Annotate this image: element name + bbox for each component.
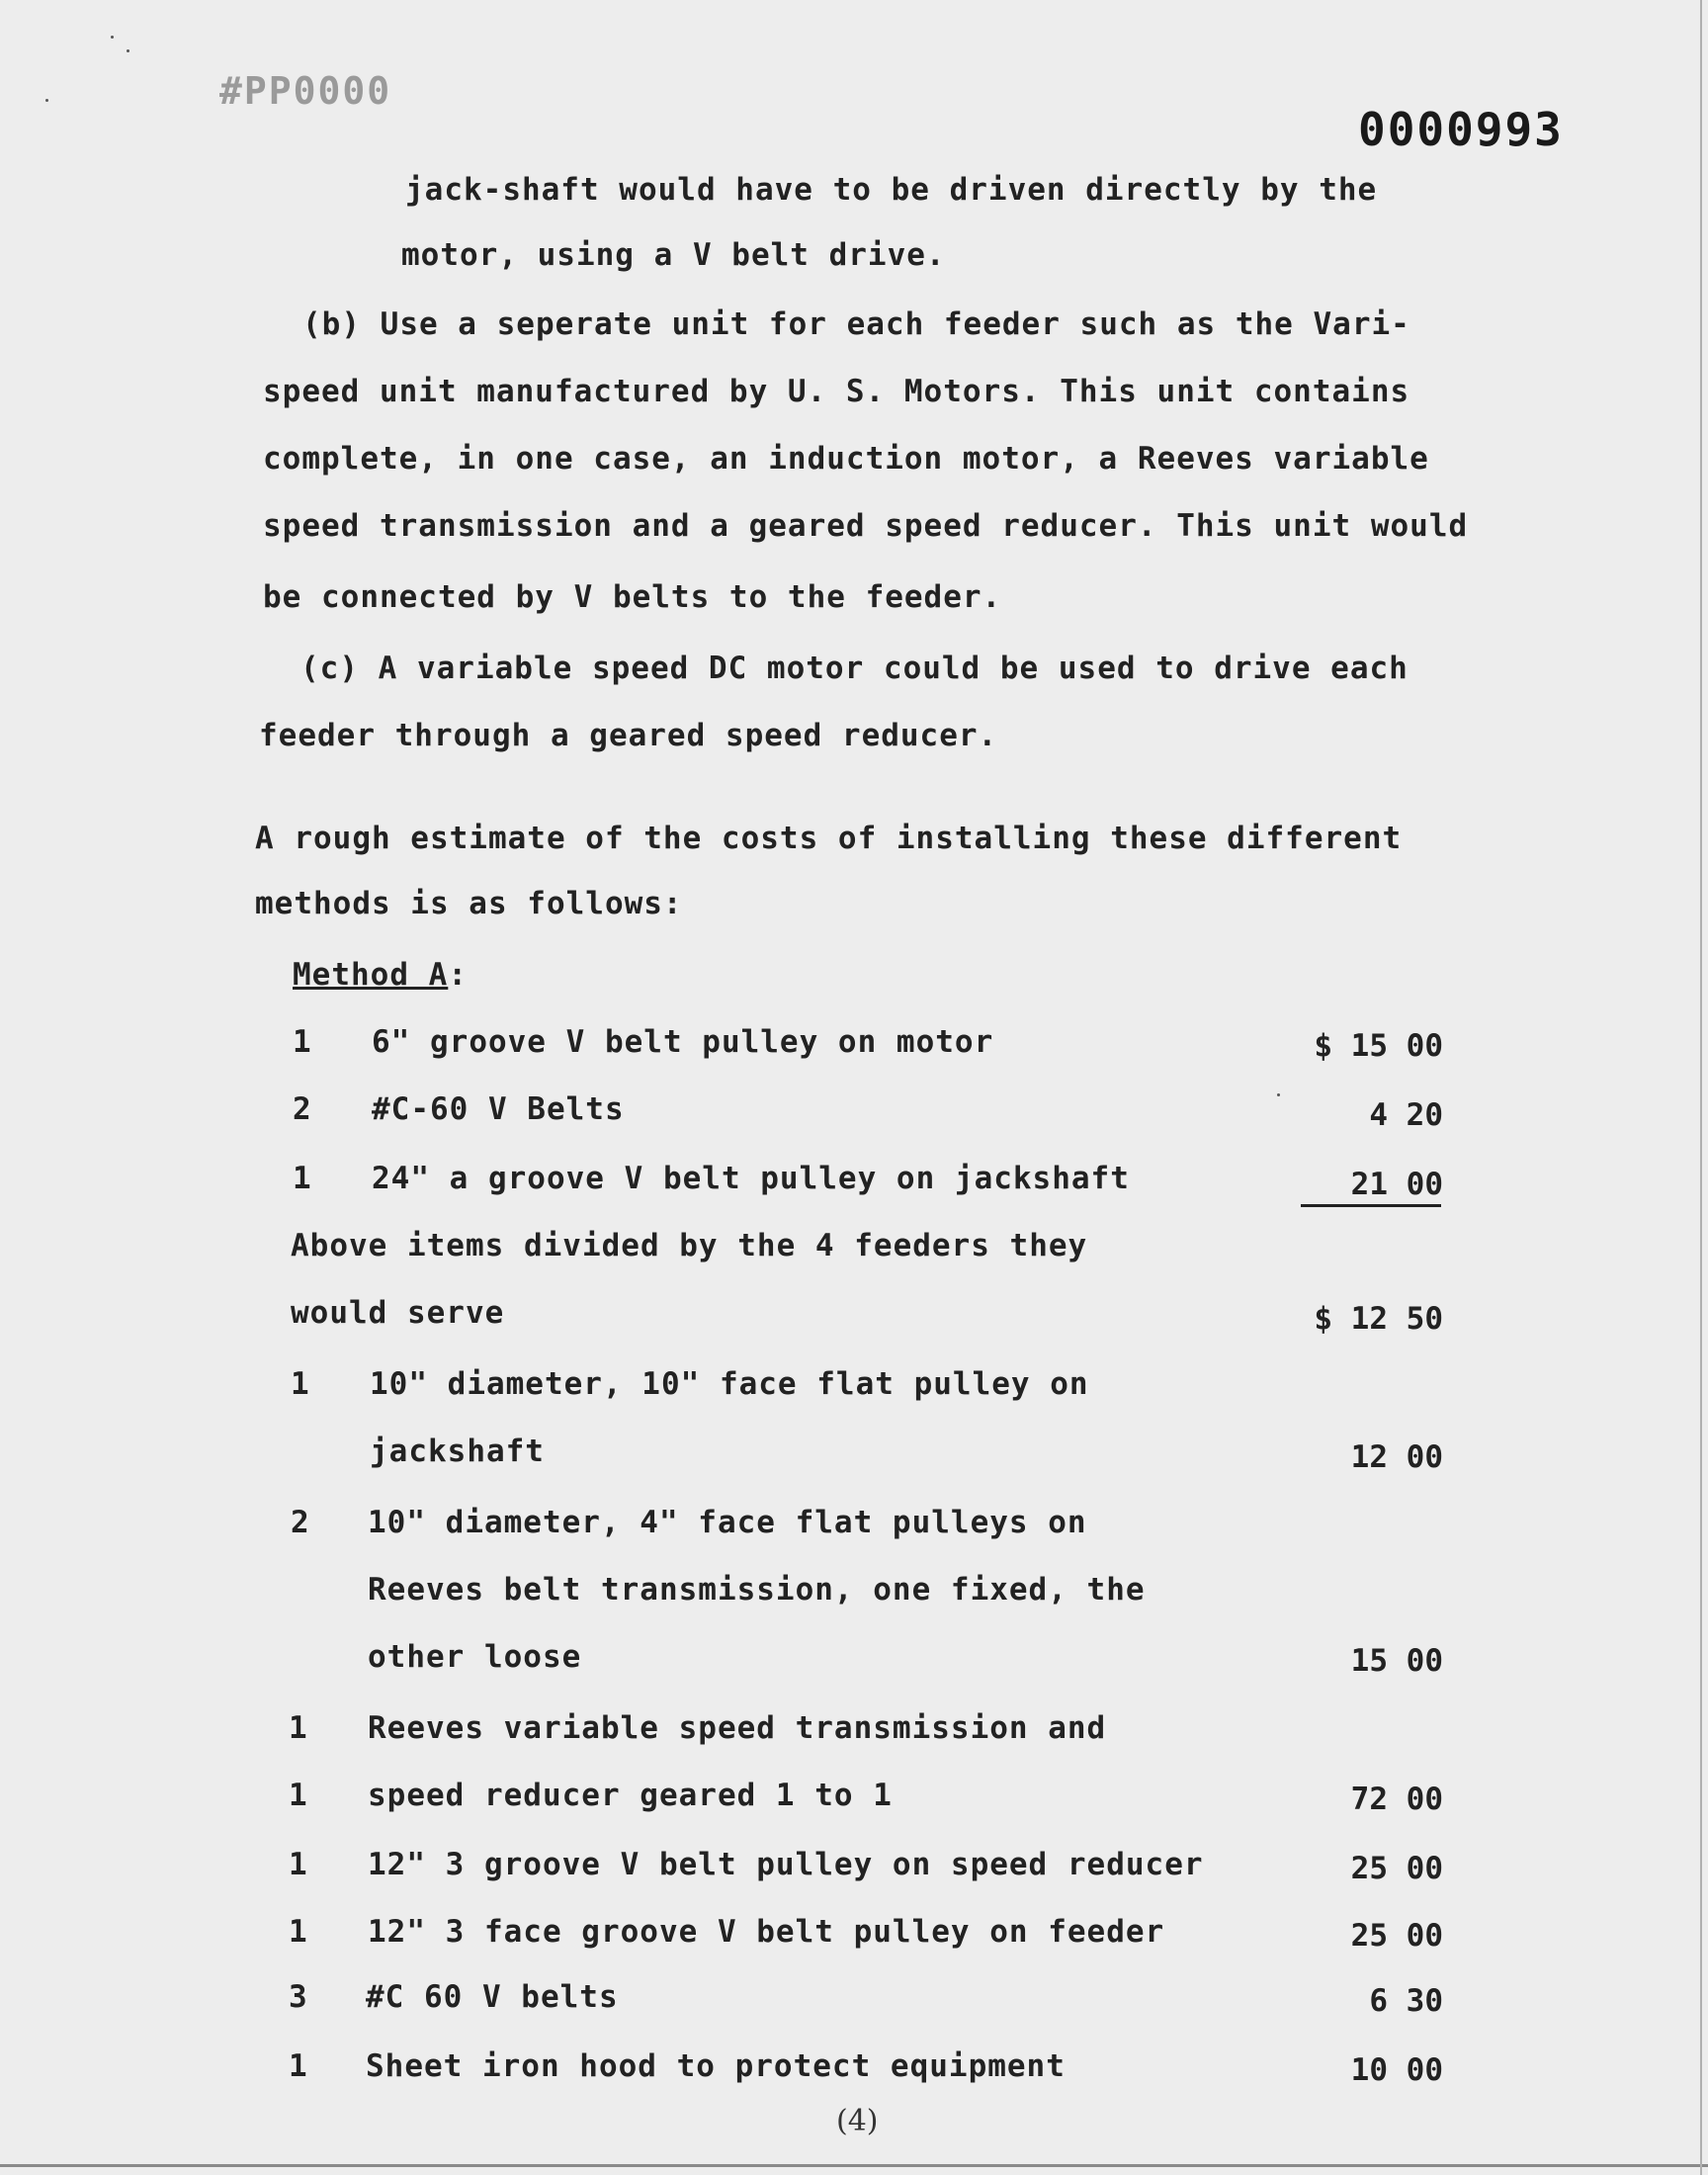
page-number: (4) xyxy=(836,2104,879,2138)
item-description: 12" 3 groove V belt pulley on speed reducer xyxy=(368,1847,1204,1882)
paragraph-b-line: (b) Use a seperate unit for each feeder such as the Vari- xyxy=(302,306,1410,342)
scan-speck xyxy=(111,36,114,39)
scan-speck xyxy=(1277,1093,1280,1096)
item-qty: 1 xyxy=(289,2048,307,2084)
item-qty: 1 xyxy=(289,1778,307,1813)
item-description: #C-60 V Belts xyxy=(372,1091,625,1127)
item-qty: 1 xyxy=(293,1024,311,1060)
estimate-intro-line: A rough estimate of the costs of installing these different xyxy=(255,821,1403,856)
item-amount: 10 00 xyxy=(1350,2052,1443,2088)
scan-speck xyxy=(45,99,48,102)
item-qty: 2 xyxy=(291,1505,309,1540)
item-description: 12" 3 face groove V belt pulley on feeder xyxy=(368,1914,1165,1950)
item-qty: 1 xyxy=(289,1847,307,1882)
paragraph-b-line: be connected by V belts to the feeder. xyxy=(263,579,1002,615)
item-amount: 4 20 xyxy=(1369,1097,1443,1133)
item-description: 10" diameter, 10" face flat pulley on xyxy=(370,1366,1089,1402)
item-description: 24" a groove V belt pulley on jackshaft xyxy=(372,1161,1130,1196)
scan-speck xyxy=(127,49,129,52)
item-description: other loose xyxy=(368,1639,582,1675)
item-amount: 21 00 xyxy=(1350,1167,1443,1202)
item-amount: 6 30 xyxy=(1369,1983,1443,2019)
paragraph-c-line: feeder through a geared speed reducer. xyxy=(259,718,998,753)
item-description: 6" groove V belt pulley on motor xyxy=(372,1024,994,1060)
item-description: jackshaft xyxy=(370,1434,545,1469)
item-amount: 12 00 xyxy=(1350,1439,1443,1475)
item-description: Reeves belt transmission, one fixed, the xyxy=(368,1572,1146,1608)
paragraph-b-line: speed unit manufactured by U. S. Motors. This unit contains xyxy=(263,374,1410,409)
item-description: 10" diameter, 4" face flat pulleys on xyxy=(368,1505,1087,1540)
item-amount: $ 15 00 xyxy=(1314,1028,1443,1064)
item-qty: 3 xyxy=(289,1979,307,2015)
method-a-heading-colon: : xyxy=(448,957,468,993)
item-description: Sheet iron hood to protect equipment xyxy=(366,2048,1066,2084)
text-line: motor, using a V belt drive. xyxy=(401,237,946,273)
item-description: Reeves variable speed transmission and xyxy=(368,1710,1107,1746)
item-description: #C 60 V belts xyxy=(366,1979,619,2015)
method-a-heading xyxy=(293,957,468,993)
sum-underline xyxy=(1301,1204,1441,1207)
item-amount: 15 00 xyxy=(1350,1643,1443,1679)
method-a-heading-text: Method A xyxy=(293,957,449,993)
subtotal-line: Above items divided by the 4 feeders they xyxy=(291,1228,1088,1263)
subtotal-line: would serve xyxy=(291,1295,505,1331)
paragraph-b-line: complete, in one case, an induction motor, a Reeves variable xyxy=(263,441,1429,477)
document-stamp-left: #PP0000 xyxy=(219,69,392,113)
item-qty: 1 xyxy=(289,1710,307,1746)
item-description: speed reducer geared 1 to 1 xyxy=(368,1778,893,1813)
item-qty: 2 xyxy=(293,1091,311,1127)
paragraph-c-line: (c) A variable speed DC motor could be used to drive each xyxy=(300,651,1409,686)
item-amount: 25 00 xyxy=(1350,1851,1443,1886)
item-qty: 1 xyxy=(291,1366,309,1402)
subtotal-amount: $ 12 50 xyxy=(1314,1301,1443,1337)
document-number: 0000993 xyxy=(1358,103,1564,156)
text-line: jack-shaft would have to be driven directly by the xyxy=(405,172,1378,208)
page-right-edge xyxy=(1700,0,1702,2175)
estimate-intro-line: methods is as follows: xyxy=(255,886,683,921)
page-bottom-edge xyxy=(0,2164,1708,2167)
item-qty: 1 xyxy=(289,1914,307,1950)
item-qty: 1 xyxy=(293,1161,311,1196)
item-amount: 72 00 xyxy=(1350,1782,1443,1817)
paragraph-b-line: speed transmission and a geared speed reducer. This unit would xyxy=(263,508,1469,544)
item-amount: 25 00 xyxy=(1350,1918,1443,1954)
